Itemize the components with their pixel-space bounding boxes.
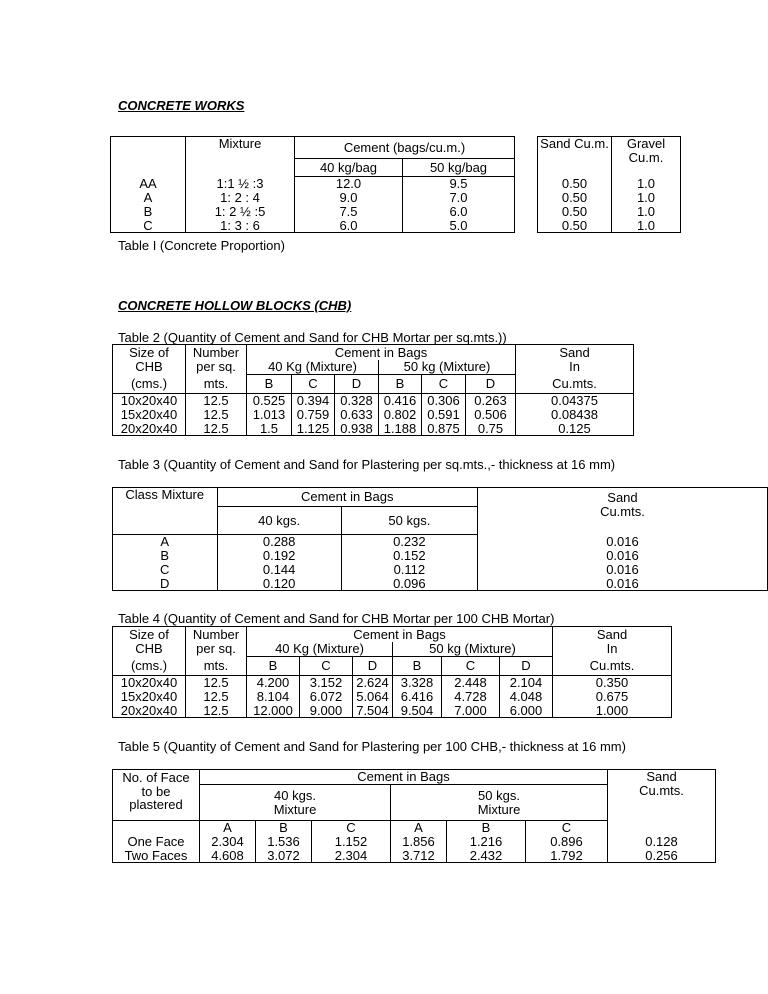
t2-h-size-1: Size of [113, 345, 186, 360]
t4-col-b50: B [393, 657, 442, 676]
t3-cement-50: 0.152 [341, 549, 477, 563]
t5-col-b50: B [447, 821, 526, 835]
t2-sand: 0.125 [516, 422, 634, 436]
t4-value-3: 9.504 [393, 704, 442, 718]
t1-gravel: 1.0 [612, 219, 681, 233]
table-row [111, 205, 681, 219]
t5-value-3: 3.712 [391, 849, 447, 863]
t5-h-50 [391, 785, 608, 821]
t4-number: 12.5 [186, 704, 247, 718]
table-row [111, 191, 681, 205]
t5-value-1: 3.072 [256, 849, 312, 863]
t1-mixture: 1: 3 : 6 [186, 219, 295, 233]
t4-value-0: 8.104 [247, 690, 300, 704]
t2-value-0: 1.5 [247, 422, 292, 436]
t3-h-cement: Cement in Bags [217, 488, 477, 507]
t1-gravel: 1.0 [612, 177, 681, 191]
t3-class: B [113, 549, 218, 563]
t2-value-3: 1.188 [379, 422, 422, 436]
t1-class: B [111, 205, 186, 219]
table-2-caption: Table 2 (Quantity of Cement and Sand for CHB Mortar per sq.mts.)) [118, 330, 507, 345]
t5-value-2: 2.304 [312, 849, 391, 863]
t4-value-1: 9.000 [300, 704, 353, 718]
t5-h-50-2: Mixture [477, 801, 521, 817]
t5-face: One Face [113, 835, 200, 849]
t4-h-50: 50 kg (Mixture) [393, 642, 553, 657]
t2-h-num-3: mts. [186, 375, 247, 394]
t4-value-4: 4.728 [442, 690, 500, 704]
table-3-caption: Table 3 (Quantity of Cement and Sand for Plastering per sq.mts.,- thickness at 16 mm) [118, 457, 616, 472]
t3-class: A [113, 535, 218, 549]
t4-value-0: 4.200 [247, 676, 300, 690]
t1-class: AA [111, 177, 186, 191]
t1-gap-cell [515, 177, 538, 191]
t2-col-b40: B [247, 375, 292, 394]
t5-h-sand [608, 770, 716, 821]
table-5 [112, 769, 716, 863]
t4-h-cement: Cement in Bags [247, 627, 553, 642]
t2-sand: 0.04375 [516, 394, 634, 408]
table-1 [110, 136, 681, 233]
t1-h-cement: Cement (bags/cu.m.) [295, 137, 515, 159]
table-row [113, 690, 672, 704]
t4-value-3: 3.328 [393, 676, 442, 690]
t1-h-sand: Sand Cu.m. [538, 137, 612, 177]
t4-value-2: 7.504 [353, 704, 393, 718]
t5-h-40-1: 40 kgs. [274, 788, 316, 803]
t2-col-d50: D [466, 375, 516, 394]
t2-h-size-3: (cms.) [113, 375, 186, 394]
heading-chb: CONCRETE HOLLOW BLOCKS (CHB) [118, 298, 352, 313]
t2-sand: 0.08438 [516, 408, 634, 422]
t4-size: 10x20x40 [113, 676, 186, 690]
t5-h-face-2: to be [141, 783, 171, 799]
t4-value-5: 4.048 [500, 690, 553, 704]
table-row [113, 535, 768, 549]
t2-h-num-1: Number [186, 345, 247, 360]
t3-h-class: Class Mixture [113, 488, 218, 507]
t1-h-mixture: Mixture [186, 137, 295, 177]
t2-value-0: 1.013 [247, 408, 292, 422]
t3-cement-50: 0.112 [341, 563, 477, 577]
t2-value-1: 0.759 [292, 408, 335, 422]
t4-value-2: 5.064 [353, 690, 393, 704]
t4-sand: 0.675 [553, 690, 672, 704]
t5-face-blank [113, 821, 200, 835]
t4-col-c40: C [300, 657, 353, 676]
t1-cement-40: 6.0 [295, 219, 403, 233]
t2-size: 15x20x40 [113, 408, 186, 422]
t1-h-50: 50 kg/bag [403, 159, 515, 177]
t5-value-0: 4.608 [200, 849, 256, 863]
t2-col-b50: B [379, 375, 422, 394]
table-row [113, 577, 768, 591]
t2-number: 12.5 [186, 394, 247, 408]
t4-h-num-2: per sq. [186, 642, 247, 657]
t3-cement-50: 0.096 [341, 577, 477, 591]
t4-col-c50: C [442, 657, 500, 676]
t2-h-50: 50 kg (Mixture) [379, 360, 516, 375]
t4-h-num-3: mts. [186, 657, 247, 676]
t3-cement-40: 0.144 [217, 563, 341, 577]
t3-h-sand-1: Sand [607, 490, 638, 505]
t2-value-4: 0.875 [422, 422, 466, 436]
t5-col-a40: A [200, 821, 256, 835]
t4-number: 12.5 [186, 690, 247, 704]
t1-mixture: 1: 2 : 4 [186, 191, 295, 205]
t4-h-size-1: Size of [113, 627, 186, 642]
t5-value-0: 2.304 [200, 835, 256, 849]
t2-value-1: 0.394 [292, 394, 335, 408]
table-5-caption: Table 5 (Quantity of Cement and Sand for Plastering per 100 CHB,- thickness at 16 mm) [118, 739, 626, 754]
table-row [113, 835, 716, 849]
table-row [113, 676, 672, 690]
t1-h-gravel: Gravel Cu.m. [612, 137, 681, 177]
t1-h-40: 40 kg/bag [295, 159, 403, 177]
t2-value-4: 0.591 [422, 408, 466, 422]
t2-h-sand-2: In [516, 360, 634, 375]
t1-class: A [111, 191, 186, 205]
t1-mixture: 1: 2 ½ :5 [186, 205, 295, 219]
t4-value-1: 3.152 [300, 676, 353, 690]
t1-cement-50: 5.0 [403, 219, 515, 233]
t4-h-sand-1: Sand [553, 627, 672, 642]
table-row [111, 177, 681, 191]
t3-class-blank [113, 507, 218, 535]
t1-cement-40: 9.0 [295, 191, 403, 205]
t4-h-sand-2: In [553, 642, 672, 657]
table-row [113, 422, 634, 436]
t4-h-sand-3: Cu.mts. [553, 657, 672, 676]
t5-value-4: 1.216 [447, 835, 526, 849]
t5-h-face-1: No. of Face [113, 770, 200, 785]
t2-number: 12.5 [186, 408, 247, 422]
t4-number: 12.5 [186, 676, 247, 690]
t2-h-size-2: CHB [113, 360, 186, 375]
t2-value-5: 0.506 [466, 408, 516, 422]
t2-value-4: 0.306 [422, 394, 466, 408]
t3-cement-40: 0.120 [217, 577, 341, 591]
t2-value-2: 0.328 [335, 394, 379, 408]
table-2 [112, 344, 634, 436]
table-3 [112, 487, 768, 591]
table-row [113, 408, 634, 422]
t4-value-0: 12.000 [247, 704, 300, 718]
t1-cement-50: 6.0 [403, 205, 515, 219]
t2-value-5: 0.263 [466, 394, 516, 408]
t3-h-40: 40 kgs. [217, 507, 341, 535]
t5-value-5: 1.792 [526, 849, 608, 863]
t2-value-0: 0.525 [247, 394, 292, 408]
t1-gap-cell [515, 219, 538, 233]
table-4-caption: Table 4 (Quantity of Cement and Sand for CHB Mortar per 100 CHB Mortar) [118, 611, 555, 626]
t2-value-2: 0.633 [335, 408, 379, 422]
t4-size: 20x20x40 [113, 704, 186, 718]
t3-cement-50: 0.232 [341, 535, 477, 549]
t5-sand: 0.128 [608, 835, 716, 849]
t1-cement-40: 12.0 [295, 177, 403, 191]
t4-value-2: 2.624 [353, 676, 393, 690]
t4-value-5: 2.104 [500, 676, 553, 690]
t2-h-num-2: per sq. [186, 360, 247, 375]
t5-col-b40: B [256, 821, 312, 835]
t4-value-3: 6.416 [393, 690, 442, 704]
table-row [113, 549, 768, 563]
table-row [113, 704, 672, 718]
table-row [113, 394, 634, 408]
t4-size: 15x20x40 [113, 690, 186, 704]
t5-h-sand-1: Sand [646, 769, 677, 784]
t5-value-2: 1.152 [312, 835, 391, 849]
t2-value-2: 0.938 [335, 422, 379, 436]
t1-cement-50: 7.0 [403, 191, 515, 205]
t5-face: Two Faces [113, 849, 200, 863]
t1-gap2 [515, 159, 538, 177]
t2-col-c40: C [292, 375, 335, 394]
t4-value-1: 6.072 [300, 690, 353, 704]
t5-col-c50: C [526, 821, 608, 835]
t1-sand: 0.50 [538, 219, 612, 233]
t5-h-40-2: Mixture [273, 801, 317, 817]
t2-size: 10x20x40 [113, 394, 186, 408]
t4-col-b40: B [247, 657, 300, 676]
t5-sand-blank [608, 821, 716, 835]
t1-gap [515, 137, 538, 159]
t1-gap-cell [515, 205, 538, 219]
t3-sand: 0.016 [477, 535, 767, 549]
t4-value-4: 7.000 [442, 704, 500, 718]
t3-class: C [113, 563, 218, 577]
t2-h-cement: Cement in Bags [247, 345, 516, 360]
t2-col-d40: D [335, 375, 379, 394]
t2-col-c50: C [422, 375, 466, 394]
t4-value-5: 6.000 [500, 704, 553, 718]
t5-h-sand-2: Cu.mts. [639, 782, 684, 798]
t4-sand: 1.000 [553, 704, 672, 718]
table-1-caption: Table I (Concrete Proportion) [118, 238, 285, 253]
t4-sand: 0.350 [553, 676, 672, 690]
t4-h-40: 40 Kg (Mixture) [247, 642, 393, 657]
t2-value-1: 1.125 [292, 422, 335, 436]
t5-value-5: 0.896 [526, 835, 608, 849]
table-row [113, 563, 768, 577]
t2-value-3: 0.802 [379, 408, 422, 422]
t1-sand: 0.50 [538, 205, 612, 219]
t2-size: 20x20x40 [113, 422, 186, 436]
t2-value-3: 0.416 [379, 394, 422, 408]
t2-h-sand-3: Cu.mts. [516, 375, 634, 394]
t4-h-size-2: CHB [113, 642, 186, 657]
t5-h-face-3: plastered [129, 797, 183, 812]
t2-h-sand-1: Sand [516, 345, 634, 360]
t1-corner [111, 137, 186, 159]
t3-h-50: 50 kgs. [341, 507, 477, 535]
t3-sand: 0.016 [477, 577, 767, 591]
table-row [111, 219, 681, 233]
heading-concrete-works: CONCRETE WORKS [118, 98, 245, 113]
t4-h-num-1: Number [186, 627, 247, 642]
t3-sand: 0.016 [477, 563, 767, 577]
table-4 [112, 626, 672, 718]
t1-mixture: 1:1 ½ :3 [186, 177, 295, 191]
t3-sand: 0.016 [477, 549, 767, 563]
t1-gravel: 1.0 [612, 191, 681, 205]
t5-h-50-1: 50 kgs. [478, 788, 520, 803]
t3-class: D [113, 577, 218, 591]
t1-gravel: 1.0 [612, 205, 681, 219]
t5-sand: 0.256 [608, 849, 716, 863]
t4-value-4: 2.448 [442, 676, 500, 690]
t5-col-c40: C [312, 821, 391, 835]
t5-value-4: 2.432 [447, 849, 526, 863]
t2-number: 12.5 [186, 422, 247, 436]
t3-cement-40: 0.192 [217, 549, 341, 563]
t4-h-size-3: (cms.) [113, 657, 186, 676]
t2-value-5: 0.75 [466, 422, 516, 436]
t5-col-a50: A [391, 821, 447, 835]
t2-h-40: 40 Kg (Mixture) [247, 360, 379, 375]
t4-col-d50: D [500, 657, 553, 676]
t4-col-d40: D [353, 657, 393, 676]
table-row [113, 849, 716, 863]
t5-value-3: 1.856 [391, 835, 447, 849]
t5-h-face-23 [113, 785, 200, 821]
t1-gap-cell [515, 191, 538, 205]
t1-sand: 0.50 [538, 177, 612, 191]
t3-cement-40: 0.288 [217, 535, 341, 549]
t1-sand: 0.50 [538, 191, 612, 205]
t1-cement-40: 7.5 [295, 205, 403, 219]
t1-class: C [111, 219, 186, 233]
t1-corner2 [111, 159, 186, 177]
t1-cement-50: 9.5 [403, 177, 515, 191]
t3-h-sand [477, 488, 767, 535]
t5-h-cement: Cement in Bags [200, 770, 608, 785]
t5-h-40 [200, 785, 391, 821]
t3-h-sand-2: Cu.mts. [600, 503, 645, 519]
t5-value-1: 1.536 [256, 835, 312, 849]
